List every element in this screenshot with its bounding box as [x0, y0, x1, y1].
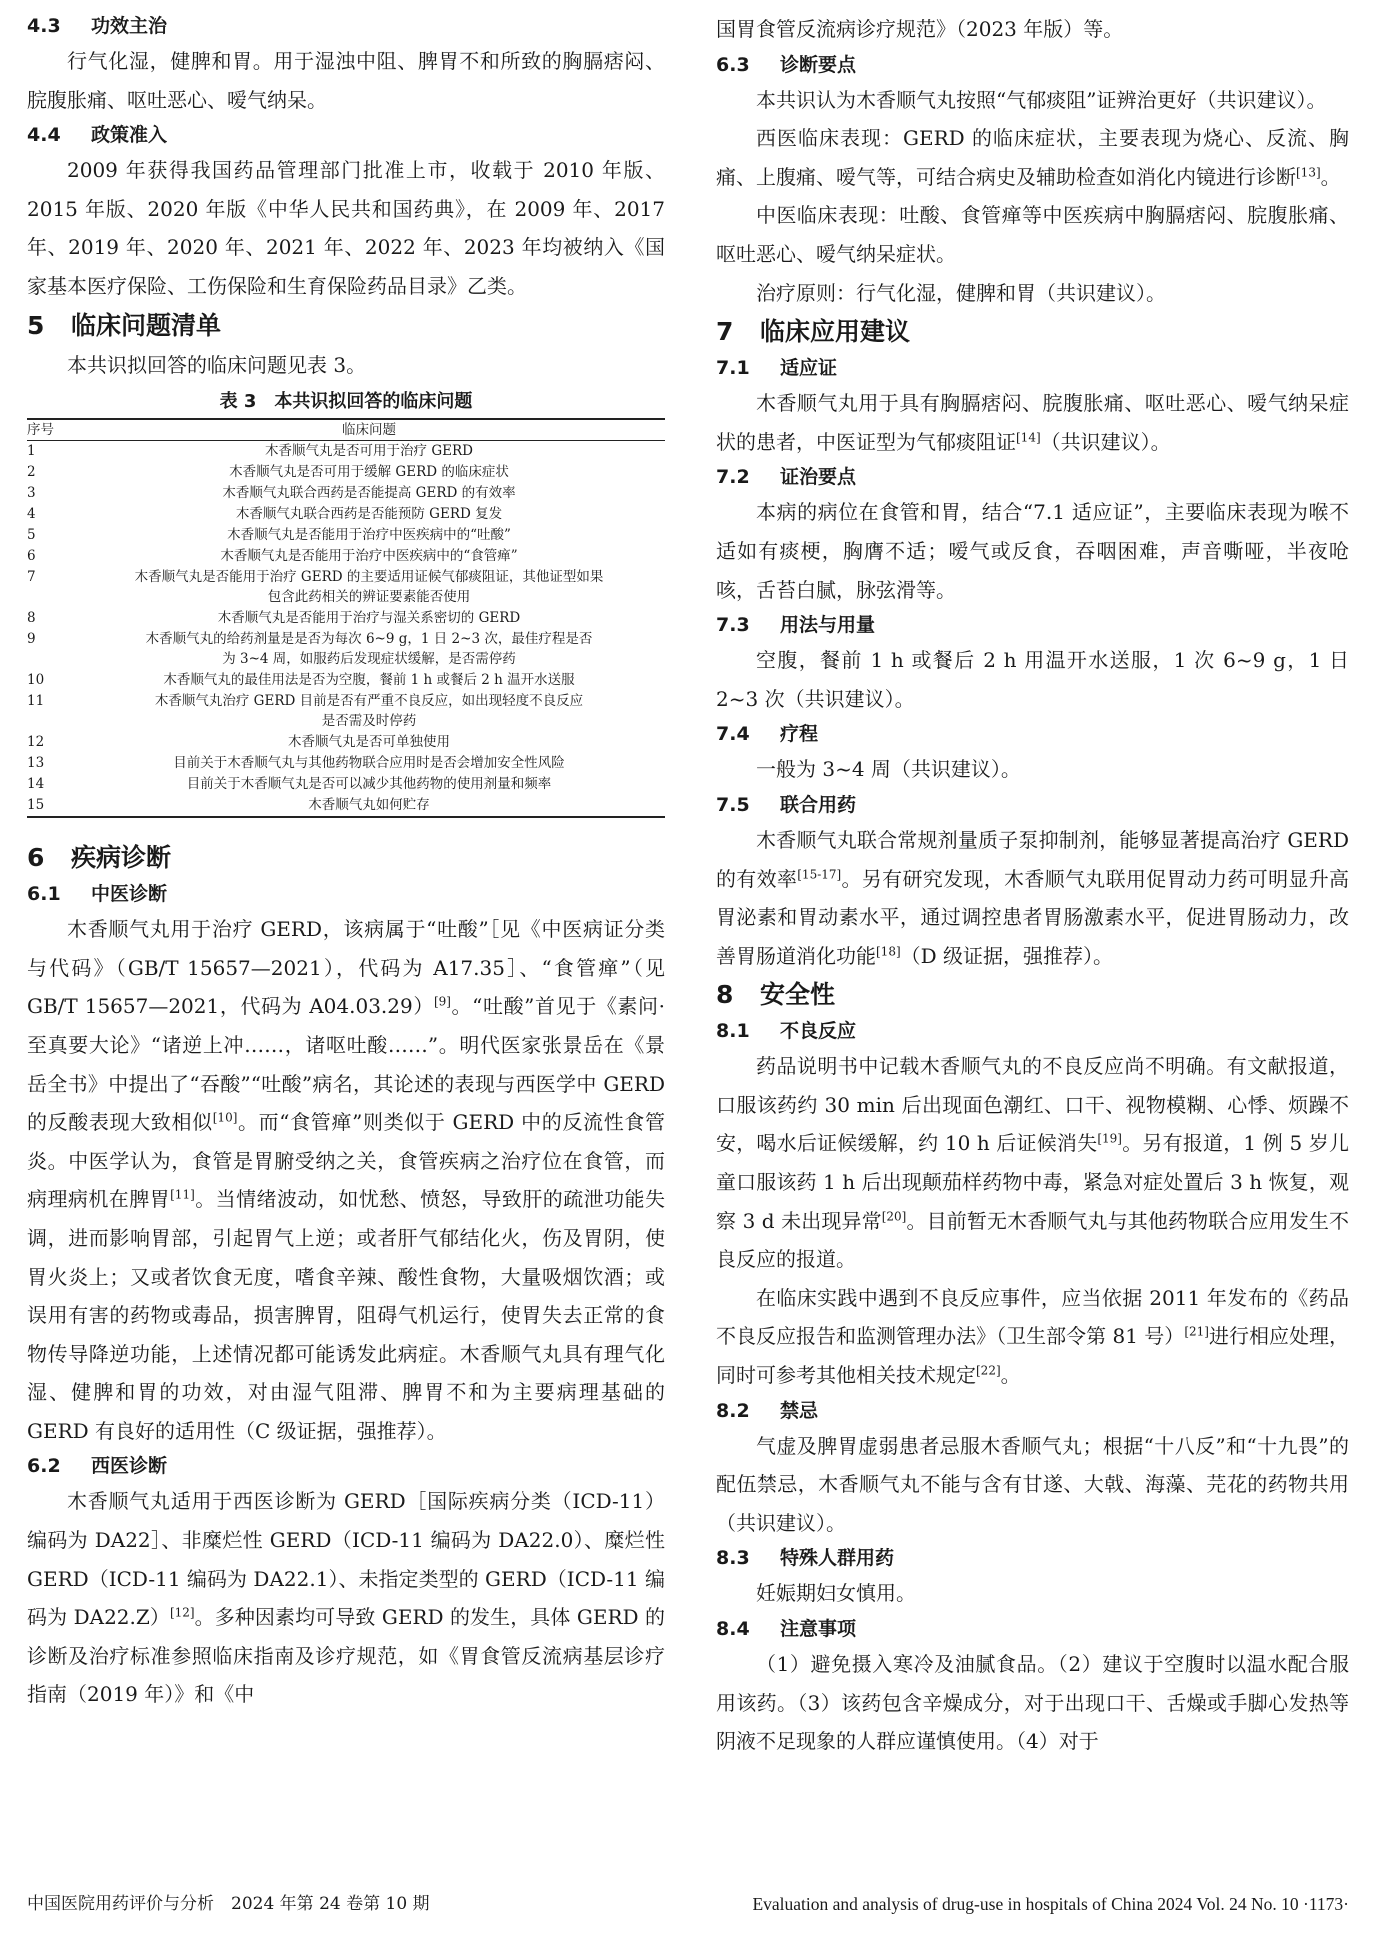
- section-heading-4-4: 4.4 政策准入: [27, 124, 168, 147]
- paragraph: 本共识拟回答的临床问题见表 3。: [67, 352, 367, 377]
- citation: [13]: [1296, 165, 1321, 180]
- paragraph-continued: 国胃食管反流病诊疗规范》（2023 年版）等。: [716, 17, 1124, 41]
- section-heading-7-5: 7.5 联合用药: [716, 793, 857, 816]
- row-number: 14: [27, 776, 45, 793]
- clinical-questions-table: [27, 418, 665, 818]
- table-row: [27, 774, 665, 795]
- table-row: [27, 546, 665, 567]
- row-question: 木香顺气丸是否能用于治疗与湿关系密切的 GERD: [217, 610, 521, 627]
- paragraph: 木香顺气丸联合常规剂量质子泵抑制剂，能够显著提高治疗 GERD 的有效率[15-17]。另有研究发现，木香顺气丸联用促胃动力药可明显升高胃泌素和胃动素水平，通过调控患者胃肠激素水平，促进胃肠动力，改善胃肠道消化功能[18]（D 级证据，强推荐）。: [716, 827, 1350, 968]
- row-question: 木香顺气丸治疗 GERD 目前是否有严重不良反应，如出现轻度不良反应 是否需及时停药: [154, 693, 584, 730]
- table-row: [27, 525, 665, 546]
- row-number: 4: [27, 506, 36, 523]
- section-heading-8-4: 8.4 注意事项: [716, 1618, 857, 1640]
- row-question: 木香顺气丸联合西药是否能提高 GERD 的有效率: [222, 485, 516, 502]
- table-row: [27, 691, 665, 732]
- section-heading-4-3: 4.3 功效主治: [27, 15, 168, 37]
- section-heading-6-1: 6.1 中医诊断: [27, 883, 168, 906]
- row-number: 12: [27, 734, 45, 751]
- right-column: [716, 10, 1349, 1761]
- row-number: 1: [27, 443, 36, 460]
- citation: [12]: [169, 1605, 195, 1620]
- citation: [20]: [881, 1209, 907, 1223]
- row-question: 木香顺气丸联合西药是否能预防 GERD 复发: [235, 506, 503, 523]
- row-question: 木香顺气丸的最佳用法是否为空腹，餐前 1 h 或餐后 2 h 温开水送服: [163, 672, 575, 689]
- row-question: 目前关于木香顺气丸是否可以减少其他药物的使用剂量和频率: [186, 776, 552, 793]
- citation: [15-17]: [797, 866, 842, 881]
- row-question: 木香顺气丸是否可用于缓解 GERD 的临床症状: [229, 464, 509, 481]
- paragraph: 西医临床表现：GERD 的临床症状，主要表现为烧心、反流、胸痛、上腹痛、嗳气等，可结合病史及辅助检查如消化内镜进行诊断[13]。: [716, 126, 1349, 189]
- row-number: 13: [27, 755, 45, 772]
- section-heading-8-1: 8.1 不良反应: [716, 1020, 857, 1043]
- paragraph: 在临床实践中遇到不良反应事件，应当依据 2011 年发布的《药品不良反应报告和监测管理办法》（卫生部令第 81 号）[21]进行相应处理，同时可参考其他相关技术规定[22]。: [716, 1285, 1349, 1388]
- table-caption: 表 3 本共识拟回答的临床问题: [219, 391, 473, 413]
- table-row: [27, 441, 665, 463]
- row-number: 2: [27, 464, 36, 481]
- row-number: 5: [27, 527, 36, 544]
- paragraph: 木香顺气丸用于治疗 GERD，该病属于“吐酸”［见《中医病证分类与代码》（GB/T 15657—2021），代码为 A17.35］、“食管瘅”（见 GB/T 15657—2021，代码为 A04.03.29）[9]。“吐酸”首见于《素问·至真要大论》“诸逆上冲……，诸呕吐酸……”。明代医家张景岳在《景岳全书》中提出了“吞酸”“吐酸”病名，其论述的表现与西医学中 GERD 的反酸表现大致相似[10]。而“食管瘅”则类似于 GERD 中的反流性食管炎。中医学认为，食管是胃腑受纳之关，食管疾病之治疗位在食管，而病理病机在脾胃[11]。当情绪波动，如忧愁、愤怒，导致肝的疏泄功能失调，进而影响胃部，引起胃气上逆；或者肝气郁结化火，伤及胃阴，使胃火炎上；又或者饮食无度，嗜食辛辣、酸性食物，大量吸烟饮酒；或误用有害的药物或毒品，损害脾胃，阻碍气机运行，使胃失去正常的食物传导降逆功能，上述情况都可能诱发此病症。木香顺气丸具有理气化湿、健脾和胃的功效，对由湿气阻滞、脾胃不和为主要病理基础的 GERD 有良好的适用性（C 级证据，强推荐）。: [27, 917, 666, 1443]
- row-question: 木香顺气丸如何贮存: [308, 797, 430, 814]
- paragraph: 行气化湿，健脾和胃。用于湿浊中阻、脾胃不和所致的胸膈痞闷、脘腹胀痛、呕吐恶心、嗳气纳呆。: [27, 49, 665, 112]
- row-number: 15: [27, 797, 45, 814]
- row-number: 8: [27, 610, 36, 627]
- row-question: 木香顺气丸是否能用于治疗 GERD 的主要适用证候气郁痰阻证，其他证型如果 包含此药相关的辨证要素能否使用: [134, 569, 604, 606]
- section-heading-6: 6 疾病诊断: [27, 843, 172, 873]
- citation: [14]: [1016, 430, 1041, 445]
- journal-footer: 中国医院用药评价与分析 2024 年第 24 卷第 10 期: [27, 1894, 430, 1914]
- paragraph: 治疗原则：行气化湿，健脾和胃（共识建议）。: [756, 280, 1166, 305]
- section-heading-6-3: 6.3 诊断要点: [716, 53, 857, 76]
- row-question: 目前关于木香顺气丸与其他药物联合应用时是否会增加安全性风险: [173, 755, 565, 772]
- row-question: 木香顺气丸是否能用于治疗中医疾病中的“吐酸”: [227, 527, 511, 544]
- row-number: 7: [27, 569, 36, 586]
- table-row: [27, 629, 665, 670]
- row-question: 木香顺气丸的给药剂量是是否为每次 6~9 g，1 日 2~3 次，最佳疗程是否 为 3~4 周，如服药后发现症状缓解，是否需停药: [145, 631, 593, 668]
- section-heading-7-4: 7.4 疗程: [716, 723, 819, 746]
- table-row: [27, 753, 665, 774]
- paragraph: 木香顺气丸适用于西医诊断为 GERD［国际疾病分类（ICD-11）编码为 DA22］、非糜烂性 GERD（ICD-11 编码为 DA22.0）、糜烂性 GERD（ICD-11 编码为 DA22.1）、未指定类型的 GERD（ICD-11 编码为 DA22.Z）[12]。多种因素均可导致 GERD 的发生，具体 GERD 的诊断及治疗标准参照临床指南及诊疗规范，如《胃食管反流病基层诊疗指南（2019 年）》和《中: [27, 1489, 665, 1707]
- section-heading-6-2: 6.2 西医诊断: [27, 1455, 168, 1478]
- paragraph: 中医临床表现：吐酸、食管瘅等中医疾病中胸膈痞闷、脘腹胀痛、呕吐恶心、嗳气纳呆症状。: [716, 203, 1349, 266]
- section-heading-7-1: 7.1 适应证: [716, 357, 838, 380]
- section-heading-7: 7 临床应用建议: [716, 317, 911, 347]
- paragraph: 妊娠期妇女慎用。: [756, 1581, 916, 1606]
- table-row: [27, 504, 665, 525]
- section-heading-7-3: 7.3 用法与用量: [716, 614, 876, 637]
- paragraph: 一般为 3~4 周（共识建议）。: [756, 757, 1021, 782]
- paragraph: 2009 年获得我国药品管理部门批准上市，收载于 2010 年版、2015 年版、2020 年版《中华人民共和国药典》，在 2009 年、2017 年、2019 年、2020 年、2021 年、2022 年、2023 年均被纳入《国家基本医疗保险、工伤保险和生育保险药品目录》乙类。: [27, 158, 665, 298]
- journal-footer-english: Evaluation and analysis of drug-use in hospitals of China 2024 Vol. 24 No. 10 ·1173·: [752, 1894, 1349, 1914]
- section-heading-8-3: 8.3 特殊人群用药: [716, 1547, 895, 1570]
- row-number: 3: [27, 485, 36, 502]
- citation: [10]: [212, 1110, 238, 1125]
- row-number: 10: [27, 672, 45, 689]
- citation: [11]: [170, 1187, 195, 1202]
- section-heading-8-2: 8.2 禁忌: [716, 1399, 819, 1422]
- citation: [21]: [1184, 1324, 1209, 1339]
- citation: [18]: [876, 944, 901, 959]
- left-column: [27, 10, 665, 1714]
- table-row: [27, 462, 665, 483]
- table-body: [27, 441, 665, 818]
- table-row: [27, 795, 665, 817]
- paragraph: 木香顺气丸用于具有胸膈痞闷、脘腹胀痛、呕吐恶心、嗳气纳呆症状的患者，中医证型为气郁痰阻证[14]（共识建议）。: [716, 391, 1349, 454]
- row-question: 木香顺气丸是否可单独使用: [288, 734, 450, 751]
- section-heading-8: 8 安全性: [716, 980, 836, 1010]
- table-row: [27, 483, 665, 504]
- table-header-no: 序号: [27, 419, 73, 441]
- table-row: [27, 732, 665, 753]
- citation: [19]: [1097, 1131, 1122, 1146]
- citation: [22]: [976, 1363, 1001, 1378]
- row-number: 6: [27, 548, 36, 565]
- paragraph: 本病的病位在食管和胃，结合“7.1 适应证”，主要临床表现为喉不适如有痰梗，胸膺不适；嗳气或反食，吞咽困难，声音嘶哑，半夜呛咳，舌苔白腻，脉弦滑等。: [716, 500, 1349, 602]
- table-row: [27, 608, 665, 629]
- row-question: 木香顺气丸是否可用于治疗 GERD: [265, 443, 473, 460]
- section-heading-7-2: 7.2 证治要点: [716, 466, 857, 489]
- paragraph: （1）避免摄入寒冷及油腻食品。（2）建议于空腹时以温水配合服用该药。（3）该药包含辛燥成分，对于出现口干、舌燥或手脚心发热等阴液不足现象的人群应谨慎使用。（4）对于: [716, 1652, 1349, 1754]
- paragraph: 药品说明书中记载木香顺气丸的不良反应尚不明确。有文献报道，口服该药约 30 min 后出现面色潮红、口干、视物模糊、心悸、烦躁不安，喝水后证候缓解，约 10 h 后证候消失[19]。另有报道，1 例 5 岁儿童口服该药 1 h 后出现颠茄样药物中毒，紧急对症处置后 3 h 恢复，观察 3 d 未出现异常[20]。目前暂无木香顺气丸与其他药物联合应用发生不良反应的报道。: [716, 1054, 1350, 1272]
- row-number: 11: [27, 693, 45, 710]
- table-header-question: 临床问题: [73, 419, 665, 441]
- section-heading-5: 5 临床问题清单: [27, 310, 222, 340]
- citation: [9]: [433, 994, 451, 1009]
- table-row: [27, 567, 665, 608]
- table-row: [27, 670, 665, 691]
- paragraph: 本共识认为木香顺气丸按照“气郁痰阻”证辨治更好（共识建议）。: [756, 87, 1327, 112]
- row-question: 木香顺气丸是否能用于治疗中医疾病中的“食管瘅”: [220, 548, 518, 565]
- row-number: 9: [27, 631, 36, 648]
- paragraph: 气虚及脾胃虚弱患者忌服木香顺气丸；根据“十八反”和“十九畏”的配伍禁忌，木香顺气丸不能与含有甘遂、大戟、海藻、芫花的药物共用（共识建议）。: [716, 1433, 1349, 1535]
- paragraph: 空腹，餐前 1 h 或餐后 2 h 用温开水送服，1 次 6~9 g，1 日 2~3 次（共识建议）。: [716, 648, 1349, 711]
